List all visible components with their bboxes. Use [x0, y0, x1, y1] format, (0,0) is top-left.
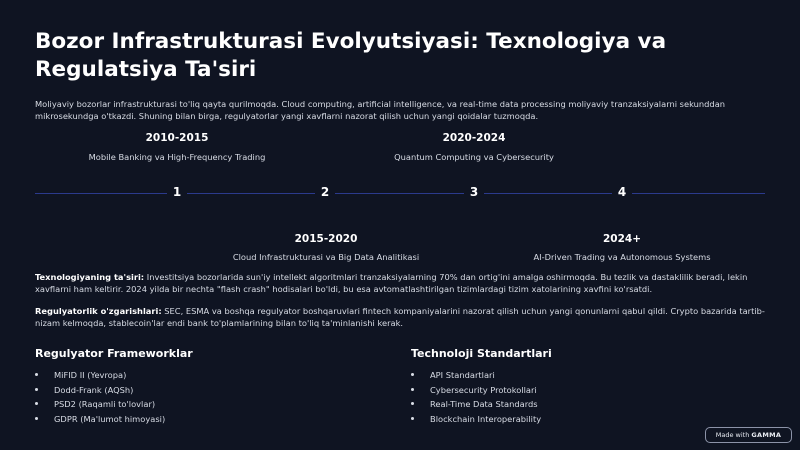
timeline-year: 2015-2020	[294, 233, 358, 245]
timeline-desc: Cloud Infrastrukturasi va Big Data Analitikasi	[232, 252, 420, 262]
reg-changes-paragraph	[35, 306, 765, 329]
tech-impact-paragraph	[35, 272, 765, 295]
list-item: Cybersecurity Protokollari	[411, 383, 541, 398]
list-item: GDPR (Ma'lumot himoyasi)	[35, 412, 165, 427]
timeline-desc: Quantum Computing va Cybersecurity	[394, 152, 554, 162]
timeline-label-2	[216, 233, 436, 262]
technology-list	[411, 368, 541, 426]
timeline-label-3	[364, 132, 584, 162]
timeline-number-1: 1	[167, 185, 187, 199]
badge-prefix: Made with	[715, 431, 752, 439]
technology-heading: Technoloji Standartlari	[411, 347, 552, 360]
reg-changes-text: SEC, ESMA va boshqa regulyator boshqaruvlari fintech kompaniyalarini nazorat qilish uchun yangi qonunlarni qabul qildi. Crypto bazarida tartib-nizam kelmoqda, stablecoin'lar endi bank to'plamlarining bilan to'liq ta'minlanishi kerak.	[35, 306, 765, 328]
regulatory-heading: Regulyator Frameworklar	[35, 347, 193, 360]
list-item: MiFID II (Yevropa)	[35, 368, 165, 383]
tech-impact-text: Investitsiya bozorlarida sun'iy intellekt algoritmlari tranzaksiyalarning 70% dan ortig'ini amalga oshirmoqda. Bu tezlik va dastaklilik beradi, lekin xavflarni ham keltirir. 2024 yilda bir nechta "flash crash" hodisalari bo'ldi, bu esa avtomatlashtirilgan tizimlardagi tizim xatolarining xavfini ko'rsatdi.	[35, 272, 748, 294]
timeline-desc: Mobile Banking va High-Frequency Trading	[88, 152, 266, 162]
timeline-number-3: 3	[464, 185, 484, 199]
timeline-desc: AI-Driven Trading va Autonomous Systems	[533, 252, 711, 262]
list-item: Dodd-Frank (AQSh)	[35, 383, 165, 398]
reg-changes-label: Regulyatorlik o'zgarishlari:	[35, 306, 162, 316]
timeline-label-4	[512, 233, 732, 262]
timeline-year: 2020-2024	[442, 132, 506, 144]
badge-brand: GAMMA	[751, 431, 782, 439]
regulatory-list	[35, 368, 165, 426]
timeline-year: 2010-2015	[145, 132, 209, 144]
list-item: Blockchain Interoperability	[411, 412, 541, 427]
timeline-year: 2024+	[602, 233, 642, 245]
intro-paragraph: Moliyaviy bozorlar infrastrukturasi to'liq qayta qurilmoqda. Cloud computing, artificial intelligence, va real-time data processing moliyaviy tranzaksiyalarni sekunddan mikrosekundga o'tkazdi. Shuning bilan birga, regulyatorlar yangi xavflarni nazorat qilish uchun yangi qoidalar tuzmoqda.	[35, 99, 726, 121]
tech-impact-label: Texnologiyaning ta'siri:	[35, 272, 145, 282]
list-item: PSD2 (Raqamli to'lovlar)	[35, 397, 165, 412]
list-item: API Standartlari	[411, 368, 541, 383]
timeline-number-4: 4	[612, 185, 632, 199]
list-item: Real-Time Data Standards	[411, 397, 541, 412]
timeline-label-1	[67, 132, 287, 162]
timeline-line	[35, 193, 765, 194]
timeline-number-2: 2	[315, 185, 335, 199]
page-title: Bozor Infrastrukturasi Evolyutsiyasi: Texnologiya va Regulatsiya Ta'siri	[35, 29, 667, 82]
made-with-gamma-badge[interactable]	[705, 427, 792, 443]
